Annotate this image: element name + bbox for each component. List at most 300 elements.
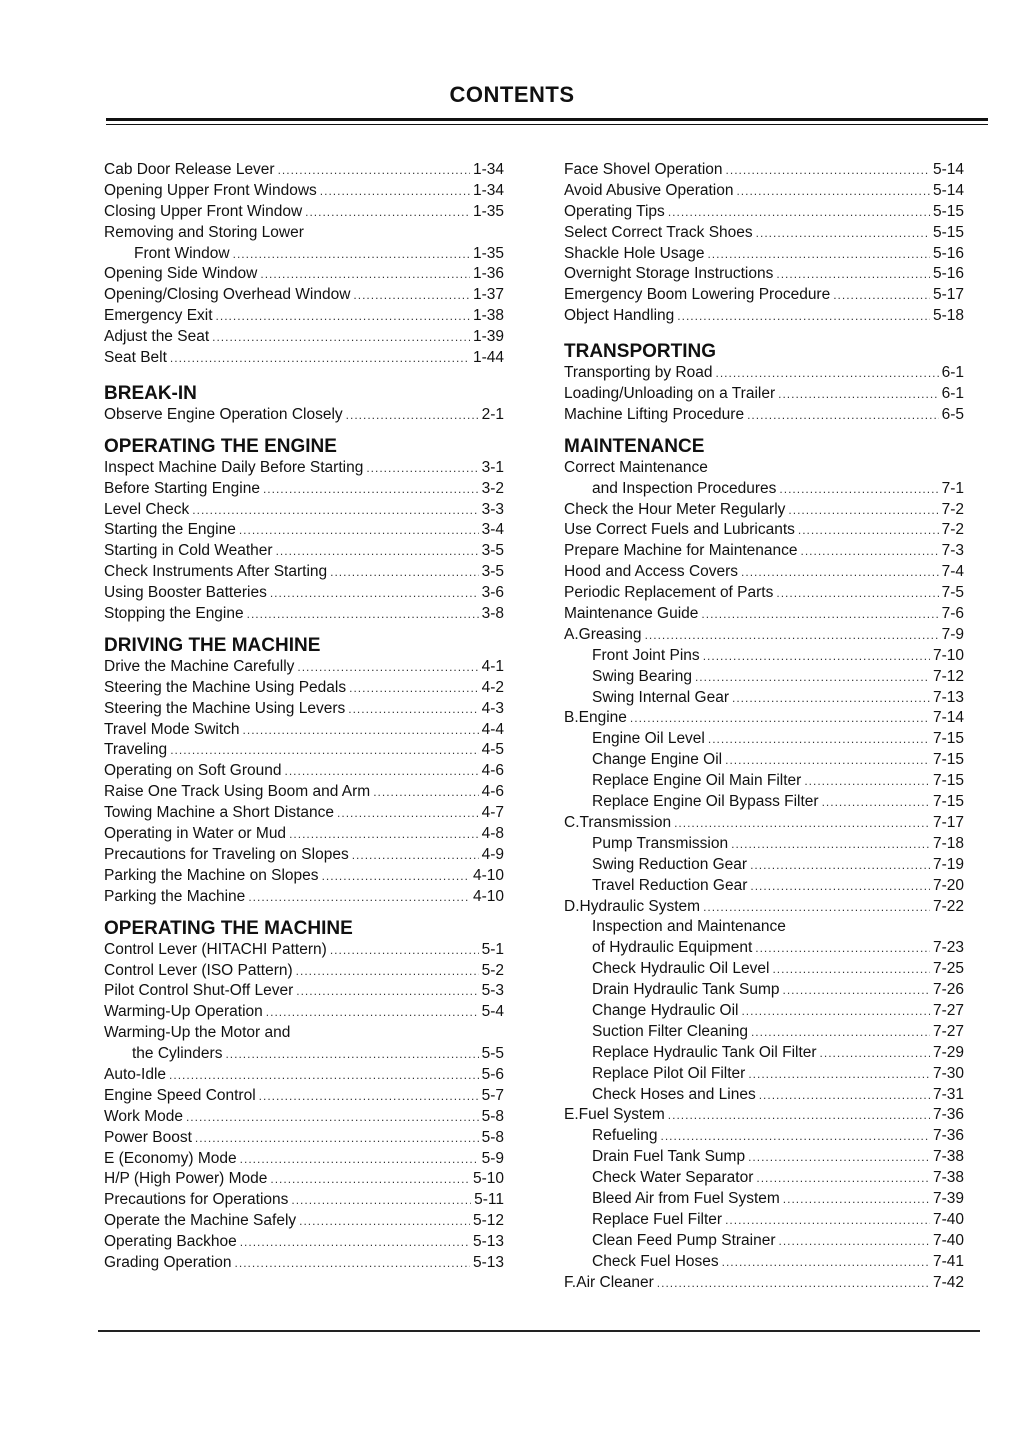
toc-entry[interactable] (104, 500, 504, 521)
toc-entry[interactable] (104, 824, 504, 845)
toc-entry[interactable] (564, 813, 964, 834)
toc-entry-page: 5-6 (481, 1065, 504, 1083)
toc-entry[interactable] (104, 1023, 504, 1044)
toc-entry-page: 3-6 (481, 584, 504, 602)
toc-entry-title: Operating Backhoe (104, 1233, 237, 1251)
toc-entry-page: 5-5 (481, 1045, 504, 1063)
toc-entry[interactable] (104, 1107, 504, 1128)
toc-entry[interactable] (564, 384, 964, 405)
toc-entry-title: Replace Engine Oil Bypass Filter (592, 793, 819, 811)
toc-entry[interactable] (104, 961, 504, 982)
toc-entry-title: Suction Filter Cleaning (592, 1022, 748, 1040)
toc-entry[interactable] (104, 244, 504, 265)
toc-entry-page: 3-2 (481, 479, 504, 497)
toc-entry-page: 6-5 (941, 405, 964, 423)
toc-entry-page: 7-5 (941, 584, 964, 602)
toc-entry[interactable] (564, 181, 964, 202)
toc-entry[interactable] (564, 729, 964, 750)
toc-entry-title: Refueling (592, 1127, 658, 1145)
toc-leader-dots (299, 1211, 470, 1232)
toc-entry-page: 7-18 (932, 834, 964, 852)
toc-leader-dots (260, 264, 470, 285)
toc-entry-title: Check Instruments After Starting (104, 563, 328, 581)
toc-entry[interactable] (564, 1252, 964, 1273)
toc-entry-page: 7-3 (941, 542, 964, 560)
toc-entry-page: 7-4 (941, 563, 964, 581)
toc-entry-page: 1-44 (472, 349, 504, 367)
toc-entry-title: H/P (High Power) Mode (104, 1170, 268, 1188)
toc-leader-dots (748, 1147, 930, 1168)
toc-leader-dots (731, 834, 930, 855)
toc-entry[interactable] (104, 981, 504, 1002)
toc-entry-page: 3-1 (481, 458, 504, 476)
toc-leader-dots (366, 458, 478, 479)
toc-entry[interactable] (564, 264, 964, 285)
toc-entry-page: 7-2 (941, 500, 964, 518)
toc-entry[interactable] (104, 541, 504, 562)
toc-leader-dots (349, 678, 478, 699)
toc-entry[interactable] (104, 1253, 504, 1274)
toc-entry-page: 5-17 (932, 286, 964, 304)
toc-entry-title: Control Lever (ISO Pattern) (104, 961, 293, 979)
toc-leader-dots (703, 646, 930, 667)
toc-group-transporting (564, 363, 964, 426)
toc-entry[interactable] (564, 583, 964, 604)
toc-leader-dots (668, 1105, 930, 1126)
toc-entry-page: 4-7 (481, 804, 504, 822)
toc-entry-page: 7-6 (941, 605, 964, 623)
toc-entry-page: 4-2 (481, 678, 504, 696)
toc-entry[interactable] (564, 306, 964, 327)
toc-leader-dots (820, 1043, 930, 1064)
toc-leader-dots (240, 1232, 470, 1253)
toc-entry-title: E (Economy) Mode (104, 1149, 237, 1167)
toc-leader-dots (346, 405, 479, 426)
toc-leader-dots (750, 855, 930, 876)
toc-entry-title: Inspection and Maintenance (592, 918, 786, 936)
toc-entry[interactable] (104, 1190, 504, 1211)
toc-entry-page: 4-4 (481, 720, 504, 738)
toc-entry[interactable] (564, 938, 964, 959)
toc-entry[interactable] (564, 646, 964, 667)
toc-entry[interactable] (104, 160, 504, 181)
toc-leader-dots (756, 1168, 930, 1189)
toc-entry[interactable] (564, 1189, 964, 1210)
toc-leader-dots (783, 980, 930, 1001)
toc-entry-page: 7-19 (932, 855, 964, 873)
toc-entry[interactable] (564, 363, 964, 384)
toc-entry[interactable] (564, 1105, 964, 1126)
toc-leader-dots (212, 327, 470, 348)
toc-leader-dots (701, 604, 938, 625)
toc-entry-title: Prepare Machine for Maintenance (564, 542, 798, 560)
toc-leader-dots (759, 1085, 930, 1106)
toc-entry-title: Face Shovel Operation (564, 161, 723, 178)
toc-entry-page: 7-15 (932, 772, 964, 790)
section-heading-maintenance: MAINTENANCE (564, 435, 705, 457)
toc-leader-dots (263, 479, 479, 500)
toc-leader-dots (240, 1149, 479, 1170)
toc-entry-title: Observe Engine Operation Closely (104, 405, 343, 423)
toc-entry-page: 4-3 (481, 699, 504, 717)
toc-leader-dots (715, 363, 938, 384)
toc-entry-page: 5-12 (472, 1212, 504, 1230)
toc-leader-dots (247, 604, 479, 625)
toc-entry[interactable] (564, 917, 964, 938)
toc-group-driving (104, 657, 504, 908)
toc-group-maintenance (564, 458, 964, 1294)
toc-leader-dots (707, 244, 930, 265)
toc-entry-title: Travel Mode Switch (104, 720, 240, 738)
toc-entry-title: Replace Engine Oil Main Filter (592, 772, 802, 790)
toc-entry-page: 4-10 (472, 887, 504, 905)
toc-entry[interactable] (564, 771, 964, 792)
toc-entry[interactable] (564, 1147, 964, 1168)
toc-entry-page: 6-1 (941, 364, 964, 382)
toc-entry-title: Air Cleaner (576, 1273, 654, 1291)
toc-entry-title: and Inspection Procedures (592, 479, 777, 497)
toc-entry-title: Before Starting Engine (104, 479, 260, 497)
toc-leader-dots (726, 160, 930, 181)
toc-entry-letter: F. (564, 1273, 577, 1291)
toc-leader-dots (783, 1189, 930, 1210)
toc-group-break-in (104, 405, 504, 426)
toc-entry-page: 7-14 (932, 709, 964, 727)
toc-entry-page: 7-10 (932, 646, 964, 664)
toc-entry[interactable] (104, 1065, 504, 1086)
toc-entry[interactable] (104, 845, 504, 866)
toc-leader-dots (756, 223, 930, 244)
toc-entry-page: 5-15 (932, 202, 964, 220)
toc-leader-dots (755, 938, 930, 959)
toc-entry[interactable] (564, 1022, 964, 1043)
toc-entry-title: Swing Bearing (592, 667, 692, 685)
toc-leader-dots (732, 688, 930, 709)
toc-entry-page: 1-37 (472, 286, 504, 304)
toc-entry-page: 1-36 (472, 265, 504, 283)
toc-leader-dots (330, 562, 478, 583)
toc-entry-page: 7-36 (932, 1106, 964, 1124)
toc-leader-dots (750, 876, 930, 897)
toc-entry[interactable] (564, 541, 964, 562)
toc-entry-title: Engine Oil Level (592, 730, 705, 748)
toc-leader-dots (186, 1107, 479, 1128)
toc-leader-dots (674, 813, 930, 834)
toc-entry[interactable] (564, 562, 964, 583)
toc-leader-dots (741, 1001, 930, 1022)
toc-entry[interactable] (104, 327, 504, 348)
toc-entry-page: 1-35 (472, 202, 504, 220)
toc-entry[interactable] (104, 1169, 504, 1190)
toc-entry[interactable] (104, 1211, 504, 1232)
toc-entry[interactable] (104, 583, 504, 604)
toc-leader-dots (788, 500, 938, 521)
toc-entry-page: 3-8 (481, 605, 504, 623)
toc-entry-title: Parking the Machine (104, 887, 246, 905)
toc-entry-title: Correct Maintenance (564, 458, 708, 476)
toc-entry[interactable] (564, 959, 964, 980)
toc-entry-title: Using Booster Batteries (104, 584, 267, 602)
toc-entry[interactable] (564, 520, 964, 541)
toc-leader-dots (722, 1252, 930, 1273)
toc-entry-page: 3-5 (481, 542, 504, 560)
toc-entry-page: 5-18 (932, 307, 964, 325)
toc-leader-dots (751, 1022, 930, 1043)
toc-entry-title: Cab Door Release Lever (104, 161, 275, 178)
toc-entry-page: 5-14 (932, 181, 964, 199)
toc-entry-title: Check the Hour Meter Regularly (564, 500, 786, 518)
toc-leader-dots (337, 803, 479, 824)
toc-entry-title: Towing Machine a Short Distance (104, 804, 335, 822)
toc-leader-dots (296, 981, 478, 1002)
toc-leader-dots (661, 1126, 930, 1147)
toc-leader-dots (833, 285, 930, 306)
toc-leader-dots (725, 1210, 930, 1231)
toc-entry[interactable] (104, 264, 504, 285)
toc-entry-title: Swing Internal Gear (592, 688, 729, 706)
toc-entry[interactable] (564, 1001, 964, 1022)
toc-leader-dots (330, 940, 479, 961)
toc-entry-page: 4-8 (481, 825, 504, 843)
toc-entry-page: 7-38 (932, 1169, 964, 1187)
toc-entry-title: Operating on Soft Ground (104, 762, 282, 780)
toc-entry-title: Operate the Machine Safely (104, 1212, 297, 1230)
toc-entry[interactable] (104, 562, 504, 583)
toc-entry[interactable] (564, 160, 964, 181)
toc-entry-title: Check Fuel Hoses (592, 1252, 719, 1270)
toc-leader-dots (216, 306, 470, 327)
toc-entry[interactable] (104, 720, 504, 741)
toc-entry[interactable] (564, 897, 964, 918)
toc-entry[interactable] (104, 306, 504, 327)
toc-entry[interactable] (104, 1149, 504, 1170)
toc-entry[interactable] (564, 1168, 964, 1189)
toc-group-intro-right (564, 160, 964, 327)
toc-leader-dots (779, 479, 938, 500)
toc-leader-dots (741, 562, 939, 583)
toc-entry-page: 5-2 (481, 961, 504, 979)
toc-entry-title: Emergency Boom Lowering Procedure (564, 286, 831, 304)
toc-leader-dots (695, 667, 930, 688)
toc-entry[interactable] (104, 782, 504, 803)
toc-entry[interactable] (564, 1064, 964, 1085)
toc-leader-dots (778, 384, 938, 405)
toc-entry[interactable] (564, 855, 964, 876)
section-heading-operating-engine: OPERATING THE ENGINE (104, 435, 337, 457)
toc-entry-title: Auto-Idle (104, 1065, 167, 1083)
toc-entry[interactable] (104, 202, 504, 223)
toc-leader-dots (779, 1231, 930, 1252)
toc-entry-title: Control Lever (HITACHI Pattern) (104, 940, 327, 958)
toc-entry-page: 7-2 (941, 521, 964, 539)
toc-entry-title: Machine Lifting Procedure (564, 405, 745, 423)
toc-entry-title: Drive the Machine Carefully (104, 657, 295, 675)
toc-entry-title: Engine Speed Control (104, 1086, 256, 1104)
section-heading-transporting: TRANSPORTING (564, 341, 716, 363)
toc-entry[interactable] (104, 604, 504, 625)
toc-entry-title: Pilot Control Shut-Off Lever (104, 982, 294, 1000)
toc-entry[interactable] (104, 181, 504, 202)
toc-entry[interactable] (104, 699, 504, 720)
toc-entry-title: of Hydraulic Equipment (592, 939, 753, 957)
toc-entry-page: 3-4 (481, 521, 504, 539)
toc-entry[interactable] (104, 740, 504, 761)
toc-leader-dots (798, 520, 939, 541)
toc-entry[interactable] (564, 244, 964, 265)
toc-leader-dots (373, 782, 478, 803)
section-heading-operating-machine: OPERATING THE MACHINE (104, 917, 353, 939)
toc-entry-title: Shackle Hole Usage (564, 244, 705, 262)
toc-entry-page: 7-39 (932, 1189, 964, 1207)
toc-entry[interactable] (104, 940, 504, 961)
toc-leader-dots (195, 1128, 479, 1149)
toc-entry-page: 4-6 (481, 762, 504, 780)
toc-entry-page: 5-13 (472, 1253, 504, 1271)
toc-entry-page: 7-12 (932, 667, 964, 685)
toc-entry[interactable] (104, 405, 504, 426)
toc-entry-page: 5-8 (481, 1128, 504, 1146)
toc-entry-title: Precautions for Traveling on Slopes (104, 845, 349, 863)
toc-entry-title: Check Hoses and Lines (592, 1085, 756, 1103)
toc-entry[interactable] (104, 657, 504, 678)
toc-entry-letter: D. (564, 897, 580, 915)
toc-entry-title: Grading Operation (104, 1253, 232, 1271)
toc-entry[interactable] (564, 1085, 964, 1106)
toc-entry[interactable] (564, 1273, 964, 1294)
toc-leader-dots (276, 541, 479, 562)
toc-right-column (564, 160, 964, 1293)
toc-entry[interactable] (104, 285, 504, 306)
toc-entry-title: Transporting by Road (564, 364, 713, 382)
toc-entry-page: 5-16 (932, 244, 964, 262)
toc-entry-page: 5-3 (481, 982, 504, 1000)
toc-entry[interactable] (564, 202, 964, 223)
toc-entry[interactable] (104, 1002, 504, 1023)
toc-entry-title: Use Correct Fuels and Lubricants (564, 521, 795, 539)
page-title: CONTENTS (449, 82, 575, 107)
toc-leader-dots (297, 657, 478, 678)
toc-entry-title: the Cylinders (132, 1045, 223, 1063)
toc-entry-page: 7-13 (932, 688, 964, 706)
toc-entry[interactable] (104, 887, 504, 908)
toc-entry[interactable] (564, 223, 964, 244)
toc-entry-title: Operating Tips (564, 202, 665, 220)
toc-entry[interactable] (104, 1128, 504, 1149)
toc-entry-page: 7-22 (932, 897, 964, 915)
toc-entry-title: Swing Reduction Gear (592, 855, 748, 873)
toc-entry-title: Check Hydraulic Oil Level (592, 960, 770, 978)
toc-group-operating-engine (104, 458, 504, 625)
toc-entry-title: Periodic Replacement of Parts (564, 584, 774, 602)
toc-entry-title: Inspect Machine Daily Before Starting (104, 458, 364, 476)
toc-entry-letter: B. (564, 709, 579, 727)
toc-entry-letter: A. (564, 625, 579, 643)
toc-entry[interactable] (104, 223, 504, 244)
toc-entry[interactable] (104, 479, 504, 500)
toc-entry[interactable] (564, 1126, 964, 1147)
toc-entry-title: Transmission (579, 813, 672, 831)
toc-entry[interactable] (564, 604, 964, 625)
toc-entry-title: Seat Belt (104, 349, 167, 367)
toc-entry[interactable] (564, 667, 964, 688)
toc-leader-dots (243, 720, 479, 741)
toc-entry-title: Travel Reduction Gear (592, 876, 748, 894)
toc-entry[interactable] (564, 500, 964, 521)
toc-entry-title: Check Water Separator (592, 1169, 754, 1187)
toc-entry[interactable] (564, 405, 964, 426)
toc-entry[interactable] (104, 866, 504, 887)
toc-entry[interactable] (564, 688, 964, 709)
toc-entry-page: 4-9 (481, 845, 504, 863)
toc-entry-page: 7-23 (932, 939, 964, 957)
toc-entry[interactable] (564, 834, 964, 855)
toc-entry[interactable] (104, 458, 504, 479)
toc-entry-title: Warming-Up the Motor and (104, 1024, 291, 1042)
toc-left-column (104, 160, 504, 1274)
toc-entry-title: Drain Fuel Tank Sump (592, 1148, 746, 1166)
toc-entry-title: Clean Feed Pump Strainer (592, 1231, 776, 1249)
toc-entry[interactable] (104, 1086, 504, 1107)
toc-entry-page: 5-7 (481, 1086, 504, 1104)
toc-entry-page: 5-9 (481, 1149, 504, 1167)
toc-leader-dots (657, 1273, 930, 1294)
toc-entry[interactable] (104, 678, 504, 699)
toc-entry[interactable] (564, 708, 964, 729)
toc-entry-page: 7-17 (932, 813, 964, 831)
toc-entry-letter: C. (564, 813, 580, 831)
toc-entry[interactable] (564, 625, 964, 646)
toc-entry[interactable] (564, 1231, 964, 1252)
section-heading-driving: DRIVING THE MACHINE (104, 634, 321, 656)
toc-entry-page: 5-15 (932, 223, 964, 241)
toc-entry[interactable] (564, 479, 964, 500)
toc-entry-title: Object Handling (564, 307, 675, 325)
toc-entry-page: 5-11 (474, 1191, 504, 1209)
toc-leader-dots (677, 306, 930, 327)
toc-entry[interactable] (564, 876, 964, 897)
toc-entry[interactable] (104, 803, 504, 824)
toc-entry-page: 1-38 (472, 307, 504, 325)
toc-entry[interactable] (564, 750, 964, 771)
toc-entry-page: 7-20 (932, 876, 964, 894)
toc-entry[interactable] (104, 1044, 504, 1065)
toc-entry-page: 7-25 (932, 960, 964, 978)
toc-entry-title: Overnight Storage Instructions (564, 265, 774, 283)
toc-entry[interactable] (564, 458, 964, 479)
toc-entry[interactable] (564, 1210, 964, 1231)
toc-leader-dots (169, 1065, 479, 1086)
toc-entry[interactable] (104, 520, 504, 541)
toc-entry-title: Closing Upper Front Window (104, 202, 303, 220)
toc-entry-page: 6-1 (941, 385, 964, 403)
toc-leader-dots (352, 845, 479, 866)
toc-entry[interactable] (104, 761, 504, 782)
toc-entry[interactable] (104, 1232, 504, 1253)
toc-leader-dots (289, 824, 479, 845)
toc-entry[interactable] (564, 792, 964, 813)
toc-entry[interactable] (104, 348, 504, 369)
toc-entry-title: Drain Hydraulic Tank Sump (592, 981, 780, 999)
toc-entry-title: Select Correct Track Shoes (564, 223, 753, 241)
toc-leader-dots (270, 1169, 470, 1190)
toc-entry[interactable] (564, 285, 964, 306)
toc-entry[interactable] (564, 1043, 964, 1064)
toc-leader-dots (192, 500, 478, 521)
toc-leader-dots (668, 202, 930, 223)
toc-entry-page: 7-15 (932, 793, 964, 811)
toc-entry-title: Emergency Exit (104, 307, 213, 325)
toc-entry[interactable] (564, 980, 964, 1001)
